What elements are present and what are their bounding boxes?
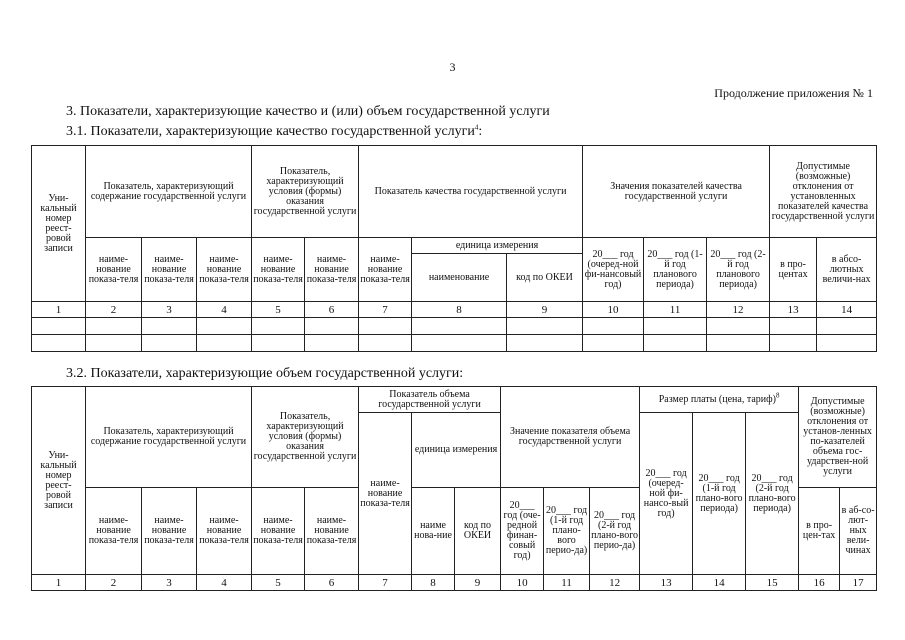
volume-year-plan2-header: 20___ год (2-й год плано-вого перио-да) <box>590 488 640 575</box>
col-num: 7 <box>359 575 412 591</box>
indicator-name-col-4: наиме-нование показа-теля <box>197 488 252 575</box>
okei-code-header: код по ОКЕИ <box>455 488 501 575</box>
col-num: 11 <box>644 302 707 318</box>
col-num: 10 <box>501 575 544 591</box>
conditions-indicator-header: Показатель, характеризующий условия (формы) оказания государственной услуги <box>252 387 359 488</box>
quality-indicator-header: Показатель качества государственной услуги <box>359 146 583 238</box>
quality-values-header: Значения показателей качества государственной услуги <box>583 146 770 238</box>
section-3-title: 3. Показатели, характеризующие качество и (или) объем государственной услуги <box>66 104 550 119</box>
col-num: 9 <box>455 575 501 591</box>
section-3-1-title: 3.1. Показатели, характеризующие качество государственной услуги$^4$: <box>66 123 483 139</box>
col-num: 14 <box>817 302 877 318</box>
col-num: 5 <box>252 302 305 318</box>
unit-name-header: наименование <box>412 254 507 302</box>
col-num: 6 <box>305 575 359 591</box>
registry-number-header: Уни-кальный номер реест-ровой записи <box>32 146 86 302</box>
col-num: 4 <box>197 302 252 318</box>
indicator-name-col-7: наиме-нование показа-теля <box>359 238 412 302</box>
registry-number-header: Уни-кальный номер реест-ровой записи <box>32 387 86 575</box>
volume-table <box>31 386 877 591</box>
unit-header: единица измерения <box>412 413 501 488</box>
percent-header: в про-центах <box>770 238 817 302</box>
col-num: 14 <box>693 575 746 591</box>
absolute-header: в аб-со-лют-ных вели-чинах <box>840 488 877 575</box>
quality-table <box>31 145 877 352</box>
content-indicator-header: Показатель, характеризующий содержание государственной услуги <box>86 387 252 488</box>
col-num: 7 <box>359 302 412 318</box>
col-num: 3 <box>142 302 197 318</box>
volume-year-plan1-header: 20___ год (1-й год плано-вого перио-да) <box>544 488 590 575</box>
col-num: 11 <box>544 575 590 591</box>
col-num: 2 <box>86 575 142 591</box>
fee-header-text: Размер платы (цена, тариф) <box>658 393 776 405</box>
unit-header: единица измерения <box>412 238 583 254</box>
col-num: 17 <box>840 575 877 591</box>
indicator-name-col-3: наиме-нование показа-теля <box>142 488 197 575</box>
volume-year-current-header: 20___ год (оче-редной финан-совый год) <box>501 488 544 575</box>
continuation-label: Продолжение приложения № 1 <box>714 86 873 100</box>
indicator-name-col-6: наиме-нование показа-теля <box>305 238 359 302</box>
percent-header: в про-цен-тах <box>799 488 840 575</box>
fee-year-plan1-header: 20___ год (1-й год плано-вого периода) <box>693 413 746 575</box>
col-num: 3 <box>142 575 197 591</box>
col-num: 8 <box>412 575 455 591</box>
table-row <box>32 318 877 335</box>
fee-year-plan2-header: 20___ год (2-й год плано-вого периода) <box>746 413 799 575</box>
fee-year-current-header: 20___ год (очеред-ной фи-нансо-вый год) <box>640 413 693 575</box>
page-number: 3 <box>449 60 456 74</box>
volume-indicator-name-header: наиме-нование показа-теля <box>359 413 412 575</box>
col-num: 1 <box>32 575 86 591</box>
conditions-indicator-header: Показатель, характеризующий условия (формы) оказания государственной услуги <box>252 146 359 238</box>
indicator-name-col-3: наиме-нование показа-теля <box>142 238 197 302</box>
col-num: 12 <box>590 575 640 591</box>
content-indicator-header: Показатель, характеризующий содержание государственной услуги <box>86 146 252 238</box>
indicator-name-col-2: наиме-нование показа-теля <box>86 488 142 575</box>
col-num: 13 <box>770 302 817 318</box>
col-num: 5 <box>252 575 305 591</box>
col-num: 1 <box>32 302 86 318</box>
col-num: 13 <box>640 575 693 591</box>
fee-header: Размер платы (цена, тариф)$^8$ <box>640 387 799 413</box>
volume-values-header: Значение показателя объема государственной услуги <box>501 387 640 488</box>
table-row <box>32 335 877 352</box>
year-plan1-header: 20___ год (1-й год планового периода) <box>644 238 707 302</box>
col-num: 8 <box>412 302 507 318</box>
absolute-header: в абсо-лютных величи-нах <box>817 238 877 302</box>
col-num: 16 <box>799 575 840 591</box>
col-num: 4 <box>197 575 252 591</box>
column-number-row <box>32 302 877 318</box>
indicator-name-col-5: наиме-нование показа-теля <box>252 488 305 575</box>
okei-code-header: код по ОКЕИ <box>507 254 583 302</box>
deviations-header: Допустимые (возможные) отклонения от установ-ленных по-казателей объема гос-ударствен-ной услуги <box>799 387 877 488</box>
col-num: 12 <box>707 302 770 318</box>
col-num: 15 <box>746 575 799 591</box>
volume-indicator-header: Показатель объема государственной услуги <box>359 387 501 413</box>
col-num: 6 <box>305 302 359 318</box>
indicator-name-col-6: наиме-нование показа-теля <box>305 488 359 575</box>
indicator-name-col-5: наиме-нование показа-теля <box>252 238 305 302</box>
year-plan2-header: 20___ год (2-й год планового периода) <box>707 238 770 302</box>
footnote-mark: 4 <box>474 123 479 132</box>
column-number-row <box>32 575 877 591</box>
col-num: 10 <box>583 302 644 318</box>
indicator-name-col-2: наиме-нование показа-теля <box>86 238 142 302</box>
deviations-header: Допустимые (возможные) отклонения от установленных показателей качества государственной услуги <box>770 146 877 238</box>
section-3-2-title: 3.2. Показатели, характеризующие объем государственной услуги: <box>66 366 464 381</box>
col-num: 2 <box>86 302 142 318</box>
col-num: 9 <box>507 302 583 318</box>
unit-name-header: наиме нова-ние <box>412 488 455 575</box>
section-3-1-text: 3.1. Показатели, характеризующие качество государственной услуги <box>66 124 475 139</box>
year-current-header: 20___ год (очеред-ной фи-нансовый год) <box>583 238 644 302</box>
indicator-name-col-4: наиме-нование показа-теля <box>197 238 252 302</box>
